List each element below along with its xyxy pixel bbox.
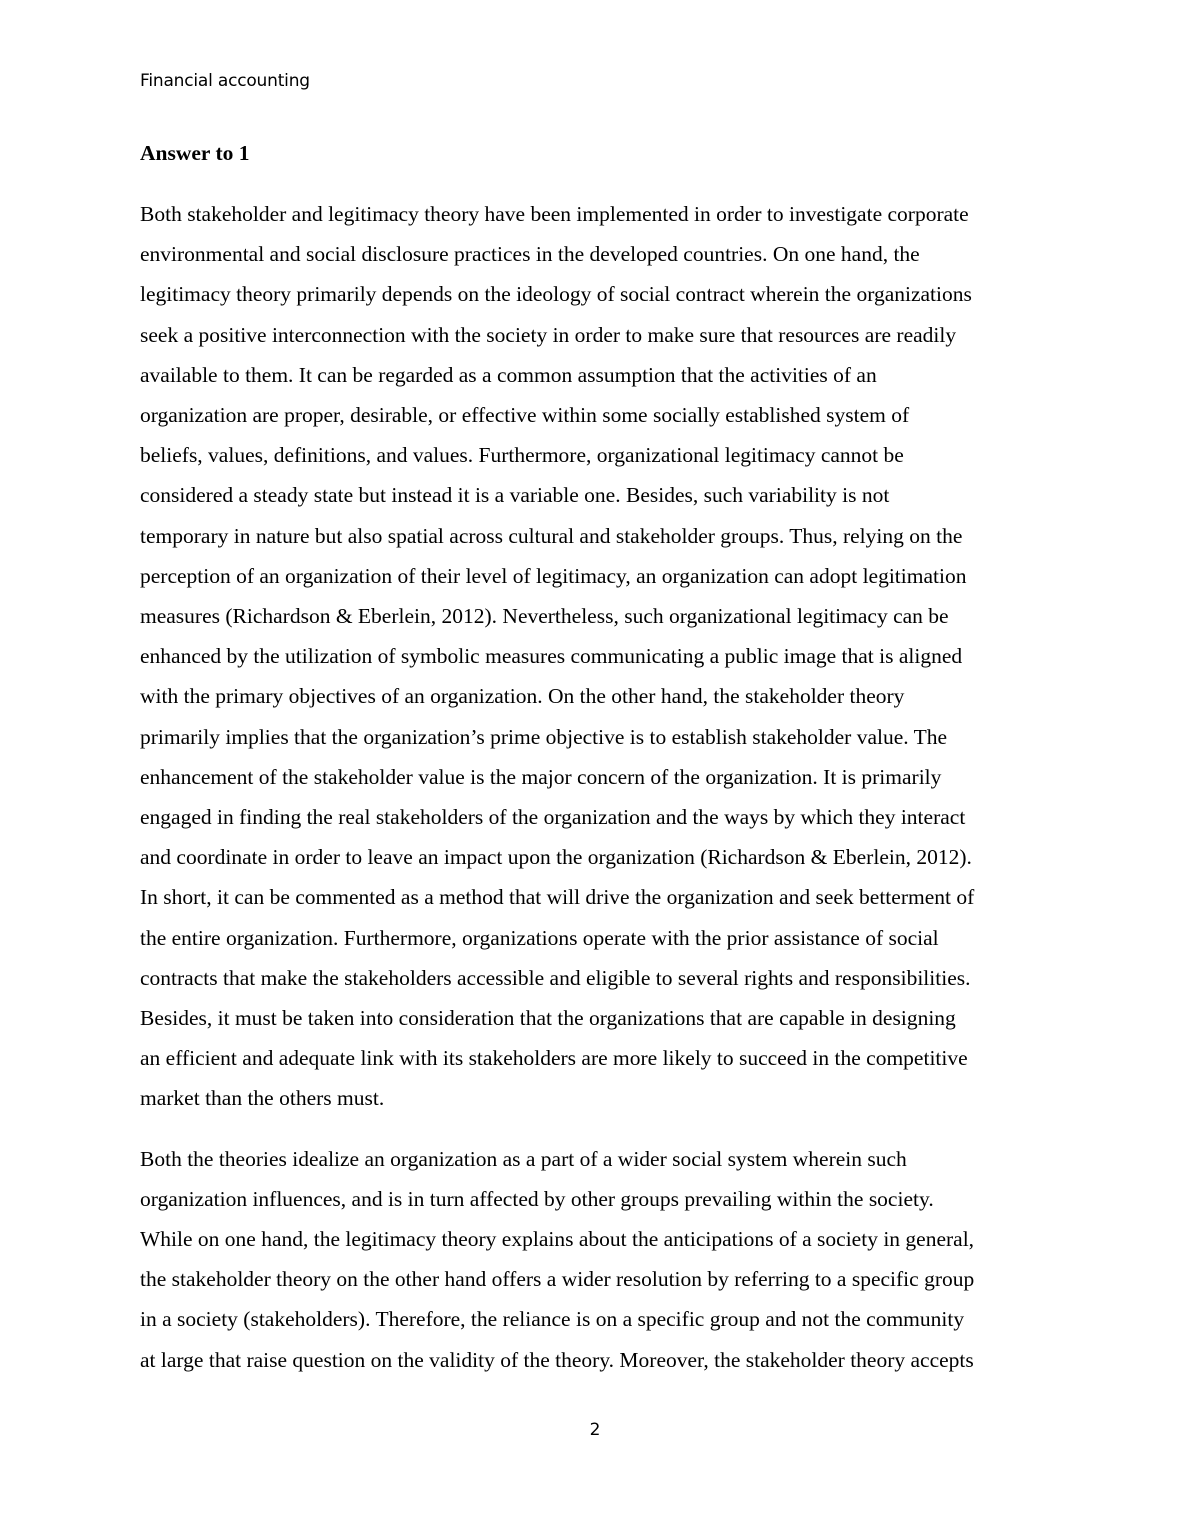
text-line: enhancement of the stakeholder value is the major concern of the organization. It is primarily — [140, 765, 942, 789]
text-line: In short, it can be commented as a method that will drive the organization and seek betterment of — [140, 885, 975, 909]
text-line: Both the theories idealize an organization as a part of a wider social system wherein such — [140, 1147, 907, 1171]
text-line: seek a positive interconnection with the society in order to make sure that resources are readily — [140, 323, 957, 347]
running-header: Financial accounting — [140, 71, 310, 91]
text-line: organization influences, and is in turn affected by other groups prevailing within the society. — [140, 1187, 934, 1211]
text-line: Besides, it must be taken into consideration that the organizations that are capable in designing — [140, 1006, 956, 1030]
text-line: the stakeholder theory on the other hand offers a wider resolution by referring to a specific group — [140, 1267, 975, 1291]
text-line: available to them. It can be regarded as a common assumption that the activities of an — [140, 363, 877, 387]
text-line: environmental and social disclosure practices in the developed countries. On one hand, the — [140, 242, 920, 266]
text-line: market than the others must. — [140, 1086, 385, 1110]
text-line: considered a steady state but instead it is a variable one. Besides, such variability is not — [140, 483, 890, 507]
text-line: beliefs, values, definitions, and values. Furthermore, organizational legitimacy cannot be — [140, 443, 904, 467]
text-line: perception of an organization of their level of legitimacy, an organization can adopt legitimation — [140, 564, 967, 588]
text-line: Both stakeholder and legitimacy theory have been implemented in order to investigate corporate — [140, 202, 969, 226]
text-line: in a society (stakeholders). Therefore, the reliance is on a specific group and not the community — [140, 1307, 965, 1331]
section-heading: Answer to 1 — [140, 141, 250, 165]
text-line: While on one hand, the legitimacy theory explains about the anticipations of a society in general, — [140, 1227, 975, 1251]
text-line: engaged in finding the real stakeholders of the organization and the ways by which they interact — [140, 805, 966, 829]
text-line: with the primary objectives of an organization. On the other hand, the stakeholder theory — [140, 684, 905, 708]
text-line: temporary in nature but also spatial across cultural and stakeholder groups. Thus, relying on the — [140, 524, 963, 548]
text-line: the entire organization. Furthermore, organizations operate with the prior assistance of social — [140, 926, 939, 950]
text-line: an efficient and adequate link with its stakeholders are more likely to succeed in the competitive — [140, 1046, 968, 1070]
page-number: 2 — [589, 1420, 601, 1440]
text-line: and coordinate in order to leave an impact upon the organization (Richardson & Eberlein, 2012). — [140, 845, 972, 869]
text-line: organization are proper, desirable, or effective within some socially established system of — [140, 403, 910, 427]
text-line: contracts that make the stakeholders accessible and eligible to several rights and responsibilities. — [140, 966, 971, 990]
text-line: measures (Richardson & Eberlein, 2012). Nevertheless, such organizational legitimacy can be — [140, 604, 949, 628]
text-line: legitimacy theory primarily depends on the ideology of social contract wherein the organizations — [140, 282, 972, 306]
text-line: enhanced by the utilization of symbolic measures communicating a public image that is aligned — [140, 644, 963, 668]
text-line: at large that raise question on the validity of the theory. Moreover, the stakeholder theory accepts — [140, 1348, 974, 1372]
text-line: primarily implies that the organization’s prime objective is to establish stakeholder value. The — [140, 725, 948, 749]
